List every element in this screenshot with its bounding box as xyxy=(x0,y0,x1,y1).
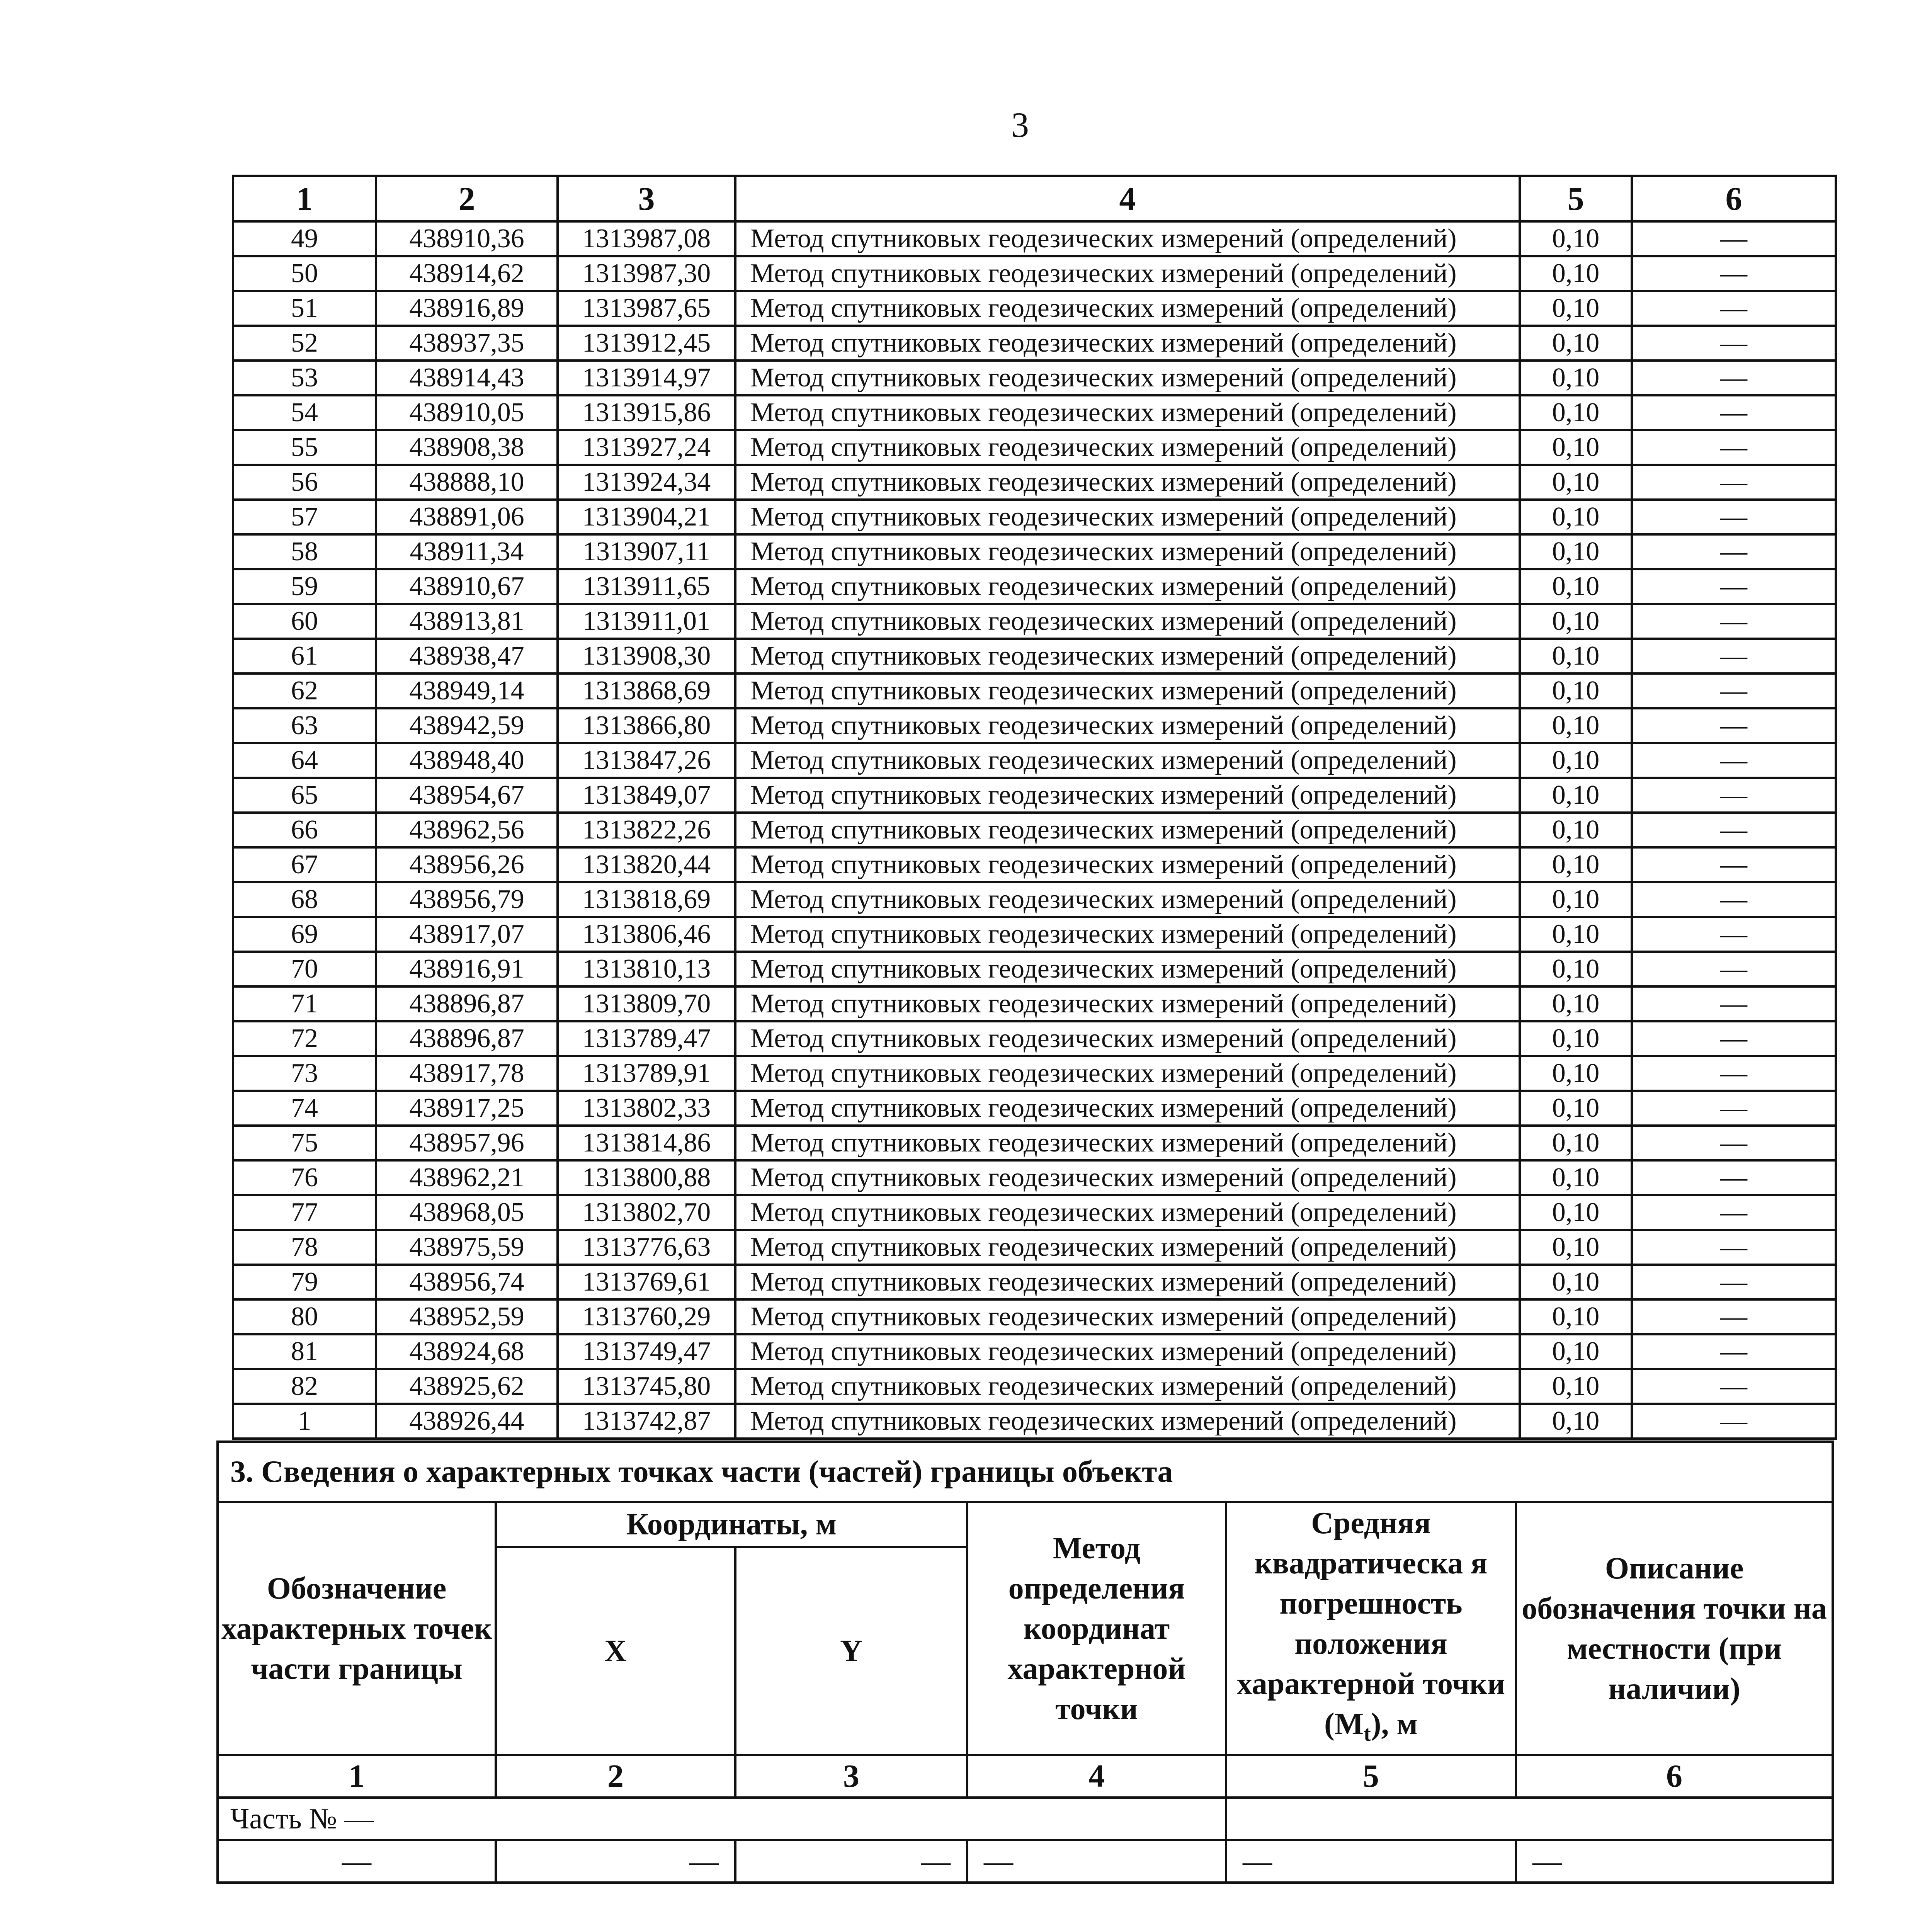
col-designation-header: Обозначение характерных точек части границы xyxy=(218,1502,496,1755)
column-number: 1 xyxy=(218,1755,496,1798)
col-y-header: Y xyxy=(735,1547,967,1755)
table-row xyxy=(233,708,1836,743)
method-cell: Метод спутниковых геодезических измерений (определений) xyxy=(735,639,1520,673)
y-coordinate-cell: 1313987,65 xyxy=(558,291,735,326)
empty-cell: — xyxy=(1226,1840,1516,1883)
point-number-cell: 50 xyxy=(233,256,376,291)
point-number-cell: 60 xyxy=(233,604,376,639)
accuracy-cell: 0,10 xyxy=(1520,221,1632,256)
table-row xyxy=(233,1265,1836,1299)
column-number: 4 xyxy=(967,1755,1226,1798)
x-coordinate-cell: 438896,87 xyxy=(376,986,558,1021)
method-cell: Метод спутниковых геодезических измерений (определений) xyxy=(735,708,1520,743)
description-cell: — xyxy=(1632,1160,1836,1195)
coordinates-header-row xyxy=(233,176,1836,221)
table-row xyxy=(233,986,1836,1021)
method-cell: Метод спутниковых геодезических измерений (определений) xyxy=(735,361,1520,395)
table-row xyxy=(233,1404,1836,1439)
description-cell: — xyxy=(1632,1369,1836,1404)
accuracy-cell: 0,10 xyxy=(1520,882,1632,917)
column-number: 3 xyxy=(735,1755,967,1798)
point-number-cell: 81 xyxy=(233,1334,376,1369)
description-cell: — xyxy=(1632,1056,1836,1091)
x-coordinate-cell: 438910,67 xyxy=(376,569,558,604)
point-number-cell: 79 xyxy=(233,1265,376,1299)
point-number-cell: 73 xyxy=(233,1056,376,1091)
point-number-cell: 62 xyxy=(233,673,376,708)
y-coordinate-cell: 1313987,08 xyxy=(558,221,735,256)
accuracy-cell: 0,10 xyxy=(1520,326,1632,361)
description-cell: — xyxy=(1632,952,1836,986)
description-cell: — xyxy=(1632,395,1836,430)
description-cell: — xyxy=(1632,1126,1836,1160)
x-coordinate-cell: 438917,07 xyxy=(376,917,558,952)
method-cell: Метод спутниковых геодезических измерений (определений) xyxy=(735,291,1520,326)
method-cell: Метод спутниковых геодезических измерений (определений) xyxy=(735,1369,1520,1404)
description-cell: — xyxy=(1632,221,1836,256)
description-cell: — xyxy=(1632,1265,1836,1299)
method-cell: Метод спутниковых геодезических измерений (определений) xyxy=(735,1021,1520,1056)
section3-number-row xyxy=(218,1755,1833,1798)
table-row xyxy=(233,221,1836,256)
accuracy-cell: 0,10 xyxy=(1520,1126,1632,1160)
x-coordinate-cell: 438896,87 xyxy=(376,1021,558,1056)
method-cell: Метод спутниковых геодезических измерений (определений) xyxy=(735,1404,1520,1439)
table-row xyxy=(233,291,1836,326)
section3-title: 3. Сведения о характерных точках части (частей) границы объекта xyxy=(218,1442,1833,1502)
description-cell: — xyxy=(1632,534,1836,569)
method-cell: Метод спутниковых геодезических измерений (определений) xyxy=(735,430,1520,465)
y-coordinate-cell: 1313914,97 xyxy=(558,361,735,395)
x-coordinate-cell: 438938,47 xyxy=(376,639,558,673)
y-coordinate-cell: 1313911,65 xyxy=(558,569,735,604)
description-cell: — xyxy=(1632,917,1836,952)
accuracy-cell: 0,10 xyxy=(1520,291,1632,326)
accuracy-cell: 0,10 xyxy=(1520,639,1632,673)
y-coordinate-cell: 1313912,45 xyxy=(558,326,735,361)
y-coordinate-cell: 1313760,29 xyxy=(558,1299,735,1334)
method-cell: Метод спутниковых геодезических измерений (определений) xyxy=(735,1126,1520,1160)
point-number-cell: 72 xyxy=(233,1021,376,1056)
method-cell: Метод спутниковых геодезических измерений (определений) xyxy=(735,1299,1520,1334)
method-cell: Метод спутниковых геодезических измерений (определений) xyxy=(735,326,1520,361)
description-cell: — xyxy=(1632,778,1836,813)
empty-cell: — xyxy=(1516,1840,1833,1883)
part-empty-cell xyxy=(1226,1798,1833,1840)
column-number: 2 xyxy=(496,1755,735,1798)
accuracy-cell: 0,10 xyxy=(1520,1160,1632,1195)
table-row xyxy=(233,1299,1836,1334)
point-number-cell: 77 xyxy=(233,1195,376,1230)
accuracy-cell: 0,10 xyxy=(1520,673,1632,708)
x-coordinate-cell: 438956,26 xyxy=(376,847,558,882)
x-coordinate-cell: 438888,10 xyxy=(376,465,558,500)
y-coordinate-cell: 1313820,44 xyxy=(558,847,735,882)
point-number-cell: 52 xyxy=(233,326,376,361)
description-cell: — xyxy=(1632,1299,1836,1334)
description-cell: — xyxy=(1632,1334,1836,1369)
column-number: 6 xyxy=(1516,1755,1833,1798)
x-coordinate-cell: 438968,05 xyxy=(376,1195,558,1230)
column-number: 5 xyxy=(1226,1755,1516,1798)
accuracy-cell: 0,10 xyxy=(1520,534,1632,569)
table-row xyxy=(233,1091,1836,1126)
col-coordinates-header: Координаты, м xyxy=(496,1502,967,1547)
y-coordinate-cell: 1313904,21 xyxy=(558,500,735,534)
table-row xyxy=(233,813,1836,847)
accuracy-cell: 0,10 xyxy=(1520,952,1632,986)
accuracy-cell: 0,10 xyxy=(1520,395,1632,430)
method-cell: Метод спутниковых геодезических измерений (определений) xyxy=(735,1056,1520,1091)
description-cell: — xyxy=(1632,1195,1836,1230)
description-cell: — xyxy=(1632,813,1836,847)
table-row xyxy=(233,534,1836,569)
point-number-cell: 80 xyxy=(233,1299,376,1334)
accuracy-cell: 0,10 xyxy=(1520,1334,1632,1369)
description-cell: — xyxy=(1632,256,1836,291)
accuracy-cell: 0,10 xyxy=(1520,917,1632,952)
y-coordinate-cell: 1313742,87 xyxy=(558,1404,735,1439)
description-cell: — xyxy=(1632,500,1836,534)
x-coordinate-cell: 438917,78 xyxy=(376,1056,558,1091)
y-coordinate-cell: 1313924,34 xyxy=(558,465,735,500)
table-row xyxy=(233,882,1836,917)
col-description-header: Описание обозначения точки на местности (при наличии) xyxy=(1516,1502,1833,1755)
point-number-cell: 53 xyxy=(233,361,376,395)
table-row xyxy=(233,778,1836,813)
accuracy-cell: 0,10 xyxy=(1520,1021,1632,1056)
x-coordinate-cell: 438917,25 xyxy=(376,1091,558,1126)
description-cell: — xyxy=(1632,639,1836,673)
header-cell: 1 xyxy=(233,176,376,221)
description-cell: — xyxy=(1632,604,1836,639)
method-cell: Метод спутниковых геодезических измерений (определений) xyxy=(735,1160,1520,1195)
point-number-cell: 54 xyxy=(233,395,376,430)
y-coordinate-cell: 1313907,11 xyxy=(558,534,735,569)
empty-cell: — xyxy=(735,1840,967,1883)
table-row xyxy=(233,639,1836,673)
method-cell: Метод спутниковых геодезических измерений (определений) xyxy=(735,256,1520,291)
y-coordinate-cell: 1313849,07 xyxy=(558,778,735,813)
section3-table xyxy=(216,1440,1834,1884)
accuracy-cell: 0,10 xyxy=(1520,1056,1632,1091)
header-cell: 4 xyxy=(735,176,1520,221)
method-cell: Метод спутниковых геодезических измерений (определений) xyxy=(735,500,1520,534)
table-row xyxy=(233,500,1836,534)
empty-cell: — xyxy=(967,1840,1226,1883)
x-coordinate-cell: 438913,81 xyxy=(376,604,558,639)
x-coordinate-cell: 438962,56 xyxy=(376,813,558,847)
point-number-cell: 58 xyxy=(233,534,376,569)
accuracy-cell: 0,10 xyxy=(1520,604,1632,639)
table-row xyxy=(233,1160,1836,1195)
description-cell: — xyxy=(1632,1404,1836,1439)
description-cell: — xyxy=(1632,708,1836,743)
coordinates-table xyxy=(232,175,1837,1440)
method-cell: Метод спутниковых геодезических измерений (определений) xyxy=(735,882,1520,917)
method-cell: Метод спутниковых геодезических измерений (определений) xyxy=(735,569,1520,604)
x-coordinate-cell: 438948,40 xyxy=(376,743,558,778)
y-coordinate-cell: 1313776,63 xyxy=(558,1230,735,1265)
description-cell: — xyxy=(1632,569,1836,604)
point-number-cell: 76 xyxy=(233,1160,376,1195)
description-cell: — xyxy=(1632,1230,1836,1265)
method-cell: Метод спутниковых геодезических измерений (определений) xyxy=(735,1334,1520,1369)
table-row xyxy=(233,1056,1836,1091)
accuracy-cell: 0,10 xyxy=(1520,708,1632,743)
method-cell: Метод спутниковых геодезических измерений (определений) xyxy=(735,1091,1520,1126)
accuracy-cell: 0,10 xyxy=(1520,1230,1632,1265)
header-cell: 5 xyxy=(1520,176,1632,221)
y-coordinate-cell: 1313749,47 xyxy=(558,1334,735,1369)
y-coordinate-cell: 1313927,24 xyxy=(558,430,735,465)
y-coordinate-cell: 1313987,30 xyxy=(558,256,735,291)
point-number-cell: 65 xyxy=(233,778,376,813)
point-number-cell: 56 xyxy=(233,465,376,500)
x-coordinate-cell: 438914,62 xyxy=(376,256,558,291)
point-number-cell: 61 xyxy=(233,639,376,673)
x-coordinate-cell: 438910,36 xyxy=(376,221,558,256)
y-coordinate-cell: 1313847,26 xyxy=(558,743,735,778)
x-coordinate-cell: 438911,34 xyxy=(376,534,558,569)
method-cell: Метод спутниковых геодезических измерений (определений) xyxy=(735,534,1520,569)
y-coordinate-cell: 1313789,47 xyxy=(558,1021,735,1056)
y-coordinate-cell: 1313802,70 xyxy=(558,1195,735,1230)
description-cell: — xyxy=(1632,361,1836,395)
table-row xyxy=(233,1195,1836,1230)
y-coordinate-cell: 1313866,80 xyxy=(558,708,735,743)
x-coordinate-cell: 438937,35 xyxy=(376,326,558,361)
x-coordinate-cell: 438956,79 xyxy=(376,882,558,917)
method-cell: Метод спутниковых геодезических измерений (определений) xyxy=(735,1265,1520,1299)
accuracy-cell: 0,10 xyxy=(1520,743,1632,778)
accuracy-cell: 0,10 xyxy=(1520,1369,1632,1404)
point-number-cell: 74 xyxy=(233,1091,376,1126)
table-row xyxy=(233,256,1836,291)
description-cell: — xyxy=(1632,673,1836,708)
method-cell: Метод спутниковых геодезических измерений (определений) xyxy=(735,813,1520,847)
point-number-cell: 66 xyxy=(233,813,376,847)
description-cell: — xyxy=(1632,465,1836,500)
accuracy-cell: 0,10 xyxy=(1520,986,1632,1021)
description-cell: — xyxy=(1632,291,1836,326)
point-number-cell: 55 xyxy=(233,430,376,465)
point-number-cell: 78 xyxy=(233,1230,376,1265)
table-row xyxy=(233,1369,1836,1404)
table-row xyxy=(233,395,1836,430)
accuracy-cell: 0,10 xyxy=(1520,361,1632,395)
header-cell: 6 xyxy=(1632,176,1836,221)
point-number-cell: 70 xyxy=(233,952,376,986)
description-cell: — xyxy=(1632,743,1836,778)
method-cell: Метод спутниковых геодезических измерений (определений) xyxy=(735,952,1520,986)
y-coordinate-cell: 1313802,33 xyxy=(558,1091,735,1126)
x-coordinate-cell: 438952,59 xyxy=(376,1299,558,1334)
method-cell: Метод спутниковых геодезических измерений (определений) xyxy=(735,1195,1520,1230)
y-coordinate-cell: 1313800,88 xyxy=(558,1160,735,1195)
accuracy-cell: 0,10 xyxy=(1520,430,1632,465)
x-coordinate-cell: 438910,05 xyxy=(376,395,558,430)
method-cell: Метод спутниковых геодезических измерений (определений) xyxy=(735,778,1520,813)
point-number-cell: 69 xyxy=(233,917,376,952)
point-number-cell: 71 xyxy=(233,986,376,1021)
method-cell: Метод спутниковых геодезических измерений (определений) xyxy=(735,743,1520,778)
point-number-cell: 59 xyxy=(233,569,376,604)
table-row xyxy=(233,569,1836,604)
method-cell: Метод спутниковых геодезических измерений (определений) xyxy=(735,395,1520,430)
x-coordinate-cell: 438891,06 xyxy=(376,500,558,534)
y-coordinate-cell: 1313809,70 xyxy=(558,986,735,1021)
point-number-cell: 67 xyxy=(233,847,376,882)
accuracy-cell: 0,10 xyxy=(1520,1404,1632,1439)
table-row xyxy=(233,1230,1836,1265)
method-cell: Метод спутниковых геодезических измерений (определений) xyxy=(735,986,1520,1021)
method-cell: Метод спутниковых геодезических измерений (определений) xyxy=(735,673,1520,708)
x-coordinate-cell: 438914,43 xyxy=(376,361,558,395)
description-cell: — xyxy=(1632,882,1836,917)
y-coordinate-cell: 1313822,26 xyxy=(558,813,735,847)
accuracy-cell: 0,10 xyxy=(1520,1091,1632,1126)
accuracy-cell: 0,10 xyxy=(1520,256,1632,291)
description-cell: — xyxy=(1632,326,1836,361)
header-cell: 2 xyxy=(376,176,558,221)
method-cell: Метод спутниковых геодезических измерений (определений) xyxy=(735,1230,1520,1265)
y-coordinate-cell: 1313908,30 xyxy=(558,639,735,673)
table-row xyxy=(233,326,1836,361)
accuracy-header-end: ), м xyxy=(1371,1707,1418,1741)
table-row xyxy=(233,743,1836,778)
x-coordinate-cell: 438908,38 xyxy=(376,430,558,465)
section3-empty-row xyxy=(218,1840,1833,1883)
table-row xyxy=(233,430,1836,465)
point-number-cell: 64 xyxy=(233,743,376,778)
y-coordinate-cell: 1313915,86 xyxy=(558,395,735,430)
point-number-cell: 49 xyxy=(233,221,376,256)
y-coordinate-cell: 1313769,61 xyxy=(558,1265,735,1299)
accuracy-cell: 0,10 xyxy=(1520,778,1632,813)
method-cell: Метод спутниковых геодезических измерений (определений) xyxy=(735,847,1520,882)
accuracy-cell: 0,10 xyxy=(1520,1195,1632,1230)
accuracy-cell: 0,10 xyxy=(1520,1299,1632,1334)
y-coordinate-cell: 1313745,80 xyxy=(558,1369,735,1404)
description-cell: — xyxy=(1632,986,1836,1021)
method-cell: Метод спутниковых геодезических измерений (определений) xyxy=(735,465,1520,500)
accuracy-cell: 0,10 xyxy=(1520,500,1632,534)
point-number-cell: 63 xyxy=(233,708,376,743)
table-row xyxy=(233,361,1836,395)
point-number-cell: 51 xyxy=(233,291,376,326)
point-number-cell: 1 xyxy=(233,1404,376,1439)
description-cell: — xyxy=(1632,1091,1836,1126)
accuracy-cell: 0,10 xyxy=(1520,813,1632,847)
header-cell: 3 xyxy=(558,176,735,221)
section3-part-row xyxy=(218,1798,1833,1840)
method-cell: Метод спутниковых геодезических измерений (определений) xyxy=(735,917,1520,952)
accuracy-cell: 0,10 xyxy=(1520,847,1632,882)
point-number-cell: 82 xyxy=(233,1369,376,1404)
accuracy-header-main: Средняя квадратическа я погрешность положения характерной точки (M xyxy=(1236,1506,1505,1741)
table-row xyxy=(233,847,1836,882)
empty-cell: — xyxy=(496,1840,735,1883)
x-coordinate-cell: 438925,62 xyxy=(376,1369,558,1404)
accuracy-cell: 0,10 xyxy=(1520,569,1632,604)
y-coordinate-cell: 1313806,46 xyxy=(558,917,735,952)
x-coordinate-cell: 438926,44 xyxy=(376,1404,558,1439)
method-cell: Метод спутниковых геодезических измерений (определений) xyxy=(735,604,1520,639)
col-x-header: X xyxy=(496,1547,735,1755)
x-coordinate-cell: 438957,96 xyxy=(376,1126,558,1160)
x-coordinate-cell: 438949,14 xyxy=(376,673,558,708)
empty-cell: — xyxy=(218,1840,496,1883)
y-coordinate-cell: 1313868,69 xyxy=(558,673,735,708)
accuracy-header-subscript: t xyxy=(1364,1722,1371,1746)
table-row xyxy=(233,1126,1836,1160)
x-coordinate-cell: 438924,68 xyxy=(376,1334,558,1369)
part-label: Часть № — xyxy=(218,1798,1226,1840)
method-cell: Метод спутниковых геодезических измерений (определений) xyxy=(735,221,1520,256)
x-coordinate-cell: 438962,21 xyxy=(376,1160,558,1195)
description-cell: — xyxy=(1632,430,1836,465)
table-row xyxy=(233,465,1836,500)
accuracy-cell: 0,10 xyxy=(1520,1265,1632,1299)
y-coordinate-cell: 1313814,86 xyxy=(558,1126,735,1160)
description-cell: — xyxy=(1632,1021,1836,1056)
x-coordinate-cell: 438975,59 xyxy=(376,1230,558,1265)
y-coordinate-cell: 1313818,69 xyxy=(558,882,735,917)
point-number-cell: 75 xyxy=(233,1126,376,1160)
table-row xyxy=(233,1021,1836,1056)
table-row xyxy=(233,917,1836,952)
x-coordinate-cell: 438916,89 xyxy=(376,291,558,326)
table-row xyxy=(233,673,1836,708)
table-row xyxy=(233,604,1836,639)
point-number-cell: 68 xyxy=(233,882,376,917)
coordinates-body xyxy=(233,221,1836,1439)
x-coordinate-cell: 438916,91 xyxy=(376,952,558,986)
table-row xyxy=(233,952,1836,986)
x-coordinate-cell: 438954,67 xyxy=(376,778,558,813)
x-coordinate-cell: 438942,59 xyxy=(376,708,558,743)
table-row xyxy=(233,1334,1836,1369)
page-number: 3 xyxy=(1011,105,1029,145)
point-number-cell: 57 xyxy=(233,500,376,534)
y-coordinate-cell: 1313810,13 xyxy=(558,952,735,986)
y-coordinate-cell: 1313911,01 xyxy=(558,604,735,639)
col-accuracy-header xyxy=(1226,1502,1516,1755)
col-method-header: Метод определения координат характерной точки xyxy=(967,1502,1226,1755)
y-coordinate-cell: 1313789,91 xyxy=(558,1056,735,1091)
x-coordinate-cell: 438956,74 xyxy=(376,1265,558,1299)
accuracy-cell: 0,10 xyxy=(1520,465,1632,500)
description-cell: — xyxy=(1632,847,1836,882)
